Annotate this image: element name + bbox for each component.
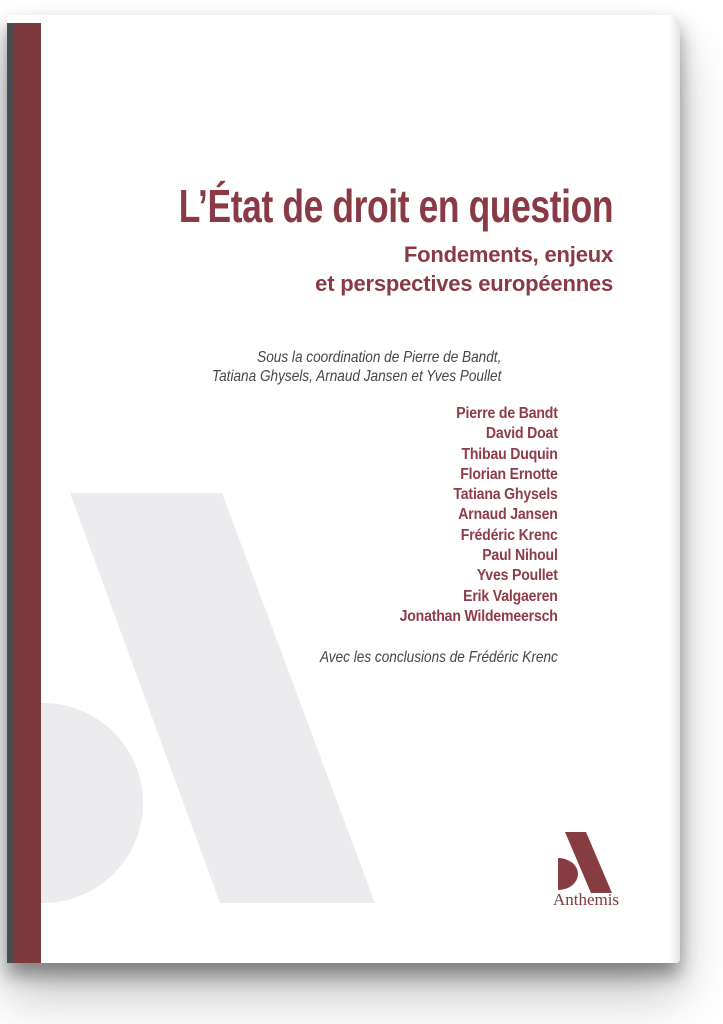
author-name: Yves Poullet xyxy=(477,567,558,585)
author-name: Jonathan Wildemeersch xyxy=(399,607,558,625)
author-name: Paul Nihoul xyxy=(482,547,558,565)
author-name: Florian Ernotte xyxy=(460,465,558,483)
author-list xyxy=(400,404,558,627)
author-name: Erik Valgaeren xyxy=(463,587,558,605)
author-name: Tatiana Ghysels xyxy=(453,486,558,504)
front-cover xyxy=(41,15,680,963)
author-name: Thibau Duquin xyxy=(461,445,558,463)
conclusions-note: Avec les conclusions de Frédéric Krenc xyxy=(320,649,558,666)
author-name: Pierre de Bandt xyxy=(456,405,558,422)
author-name: Frédéric Krenc xyxy=(461,526,558,544)
subtitle-line: Fondements, enjeux xyxy=(403,242,613,267)
coordination-line: Sous la coordination de Pierre de Bandt, xyxy=(256,349,501,366)
author-name: David Doat xyxy=(486,425,558,443)
book-title: L’État de droit en question xyxy=(178,180,613,232)
book-spine xyxy=(14,23,41,963)
anthemis-watermark-disc-icon xyxy=(41,703,143,903)
page-block-edge xyxy=(7,23,14,963)
author-name: Arnaud Jansen xyxy=(458,506,558,524)
book-subtitle xyxy=(315,240,613,298)
anthemis-a-mark-icon xyxy=(552,828,618,898)
publisher-name: Anthemis xyxy=(552,890,620,909)
coordination-line: Tatiana Ghysels, Arnaud Jansen et Yves Poullet xyxy=(211,368,501,385)
subtitle-line: et perspectives européennes xyxy=(315,271,613,296)
book xyxy=(7,15,680,963)
cover-right-edge-shade xyxy=(668,15,680,963)
coordination-note xyxy=(212,348,501,386)
